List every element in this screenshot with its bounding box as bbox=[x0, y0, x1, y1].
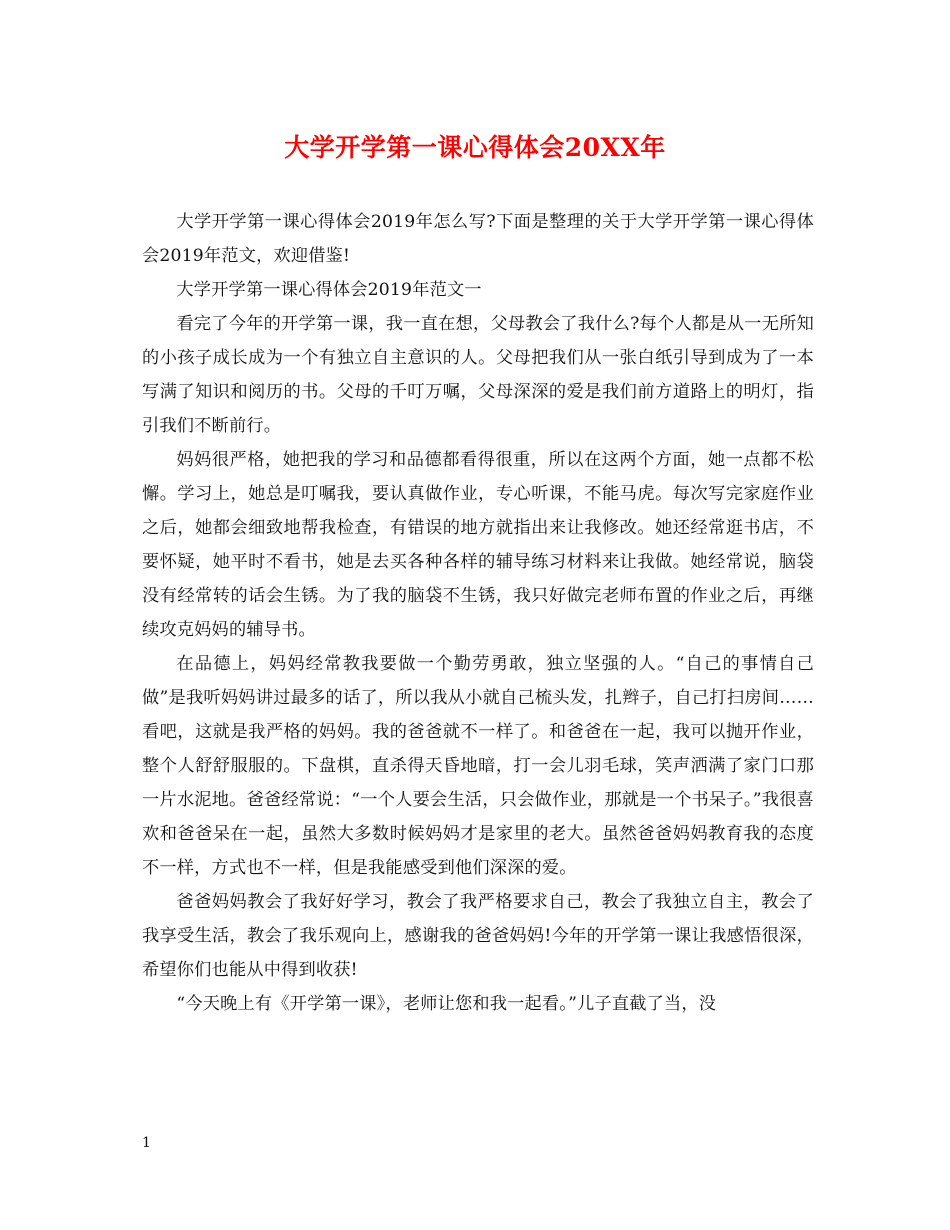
body-paragraph: 妈妈很严格，她把我的学习和品德都看得很重，所以在这两个方面，她一点都不松懈。学习上，她总是叮嘱我，要认真做作业，专心听课，不能马虎。每次写完家庭作业之后，她都会细致地帮我检查，有错误的地方就指出来让我修改。她还经常逛书店，不要怀疑，她平时不看书，她是去买各种各样的辅导练习材料来让我做。她经常说，脑袋没有经常转的话会生锈。为了我的脑袋不生锈，我只好做完老师布置的作业之后，再继续攻克妈妈的辅导书。 bbox=[142, 450, 814, 640]
page-number: 1 bbox=[142, 1135, 151, 1151]
section-heading: 大学开学第一课心得体会2019年范文一 bbox=[176, 280, 482, 300]
document-title: 大学开学第一课心得体会20XX年 bbox=[284, 133, 666, 162]
body-paragraph: 看完了今年的开学第一课，我一直在想，父母教会了我什么?每个人都是从一无所知的小孩子成长成为一个有独立自主意识的人。父母把我们从一张白纸引导到成为了一本写满了知识和阅历的书。父母的千叮万嘱，父母深深的爱是我们前方道路上的明灯，指引我们不断前行。 bbox=[142, 314, 814, 436]
body-paragraph: “今天晚上有《开学第一课》，老师让您和我一起看。”儿子直截了当，没 bbox=[176, 994, 717, 1014]
document-body bbox=[142, 205, 814, 1021]
intro-paragraph: 大学开学第一课心得体会2019年怎么写?下面是整理的关于大学开学第一课心得体会2019年范文，欢迎借鉴! bbox=[142, 212, 814, 266]
body-paragraph: 爸爸妈妈教会了我好好学习，教会了我严格要求自己，教会了我独立自主，教会了我享受生活，教会了我乐观向上，感谢我的爸爸妈妈!今年的开学第一课让我感悟很深，希望你们也能从中得到收获! bbox=[142, 892, 814, 980]
body-paragraph: 在品德上，妈妈经常教我要做一个勤劳勇敢，独立坚强的人。“自己的事情自己做”是我听妈妈讲过最多的话了，所以我从小就自己梳头发，扎辫子，自己打扫房间……看吧，这就是我严格的妈妈。我的爸爸就不一样了。和爸爸在一起，我可以抛开作业，整个人舒舒服服的。下盘棋，直杀得天昏地暗，打一会儿羽毛球，笑声洒满了家门口那一片水泥地。爸爸经常说：“一个人要会生活，只会做作业，那就是一个书呆子。”我很喜欢和爸爸呆在一起，虽然大多数时候妈妈才是家里的老大。虽然爸爸妈妈教育我的态度不一样，方式也不一样，但是我能感受到他们深深的爱。 bbox=[142, 654, 814, 878]
